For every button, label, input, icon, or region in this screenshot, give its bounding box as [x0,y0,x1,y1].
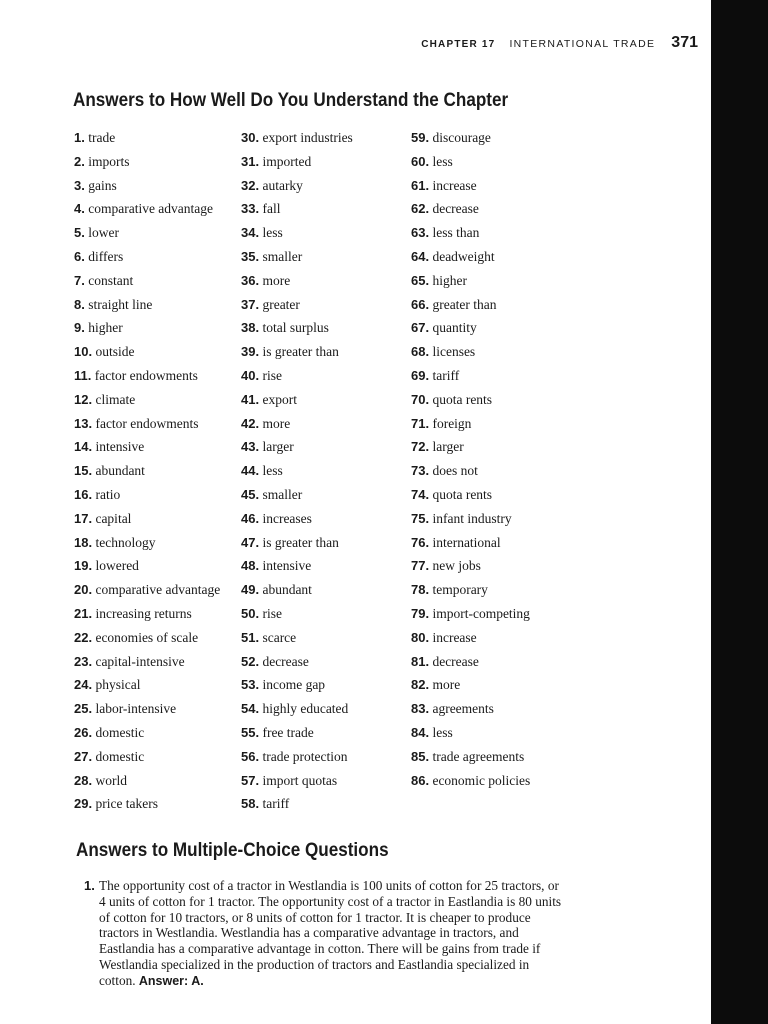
answer-number: 81. [411,653,430,669]
answer-number: 46. [241,510,260,526]
answer-text: domestic [95,748,145,764]
answer-text: climate [95,391,136,407]
answer-number: 1. [74,130,85,145]
answer-item [241,296,353,320]
answer-number: 42. [241,415,260,431]
answer-item [411,510,530,534]
answer-number: 53. [241,677,260,693]
answer-number: 5. [74,225,85,241]
answer-item [74,153,220,177]
answer-text: intensive [95,439,145,455]
answers-column-2 [241,129,353,819]
answer-number: 66. [411,296,430,312]
answer-number: 40. [241,367,260,383]
answer-text: is greater than [262,344,339,360]
answer-text: increase [432,629,477,645]
answer-text: less [262,463,283,479]
answer-number: 18. [74,534,93,550]
answer-text: rise [262,367,282,383]
answer-item [74,177,220,201]
answer-text: does not [432,463,478,479]
answer-number: 10. [74,344,93,360]
answer-text: larger [432,439,464,455]
answer-item [411,343,530,367]
answer-item [74,224,220,248]
answer-text: gains [88,177,117,193]
answer-number: 2. [74,153,85,169]
answer-text: imports [88,153,130,169]
answer-number: 67. [411,320,430,336]
answer-item [74,319,220,343]
answer-text: deadweight [432,248,495,264]
answer-number: 62. [411,201,430,217]
answer-number: 51. [241,629,260,645]
answer-item [241,724,353,748]
answer-number: 13. [74,415,93,431]
answer-text: capital-intensive [95,653,185,669]
answer-item [411,224,530,248]
answer-text: greater than [432,296,497,312]
answer-number: 39. [241,344,260,360]
answer-item [411,296,530,320]
answer-item [411,534,530,558]
answer-item [241,534,353,558]
answer-item [241,248,353,272]
answer-number: 82. [411,677,430,693]
answer-text: capital [95,510,132,526]
answer-text: economic policies [432,772,531,788]
answer-number: 43. [241,439,260,455]
answer-number: 31. [241,153,260,169]
answer-text: tariff [432,367,460,383]
answer-number: 7. [74,272,85,288]
answer-number: 8. [74,296,85,312]
answer-item [411,272,530,296]
answer-text: straight line [88,296,153,312]
answer-number: 70. [411,391,430,407]
answer-number: 56. [241,748,260,764]
answer-item [241,653,353,677]
answer-text: lower [88,225,119,241]
answer-text: more [262,272,291,288]
answer-text: more [432,677,461,693]
answer-item [411,319,530,343]
running-header [421,34,698,52]
answer-text: less than [432,225,480,241]
answer-text: factor endowments [94,367,198,383]
answer-number: 3. [74,177,85,193]
answer-number: 45. [241,486,260,502]
answer-text: foreign [432,415,472,431]
answer-text: higher [432,272,467,288]
answer-number: 71. [411,415,430,431]
answer-number: 48. [241,558,260,574]
chapter-title: INTERNATIONAL TRADE [509,38,656,50]
answer-number: 83. [411,701,430,717]
answer-text: increases [262,510,312,526]
answer-number: 23. [74,653,93,669]
answer-item [241,629,353,653]
answer-text: quantity [432,320,477,336]
answer-item [411,177,530,201]
answer-number: 75. [411,510,430,526]
answer-number: 4. [74,201,85,217]
answer-item [74,557,220,581]
mc-answer-label: Answer: A. [138,973,204,988]
answer-item [74,629,220,653]
answer-number: 61. [411,177,430,193]
answer-number: 28. [74,772,93,788]
answer-item [74,391,220,415]
mc-answer-item [84,878,562,990]
answer-item [74,296,220,320]
answer-text: world [95,772,127,788]
answer-item [411,248,530,272]
answer-text: trade protection [262,748,348,764]
answer-text: imported [262,153,312,169]
answer-text: export industries [262,130,353,145]
answer-item [411,629,530,653]
answer-number: 54. [241,701,260,717]
answer-item [74,605,220,629]
answer-item [241,772,353,796]
answer-number: 60. [411,153,430,169]
answer-item [411,486,530,510]
answer-text: differs [88,248,124,264]
answer-text: income gap [262,677,326,693]
answer-number: 15. [74,463,93,479]
answer-item [241,486,353,510]
answer-text: scarce [262,629,297,645]
answer-item [74,272,220,296]
page-number: 371 [671,34,698,51]
answer-number: 19. [74,558,93,574]
chapter-label: CHAPTER 17 [421,39,496,50]
answer-item [411,581,530,605]
answer-number: 9. [74,320,85,336]
answer-text: agreements [432,701,494,717]
answer-item [241,748,353,772]
answer-item [241,415,353,439]
answer-item [74,795,220,819]
answer-text: higher [88,320,123,336]
answer-number: 38. [241,320,260,336]
answer-text: technology [95,534,156,550]
answer-item [411,367,530,391]
answer-text: licenses [432,344,476,360]
answer-item [411,676,530,700]
section-title-chapter-answers: Answers to How Well Do You Understand the Chapter [73,90,509,111]
answer-text: free trade [262,724,314,740]
section-title-multiple-choice: Answers to Multiple-Choice Questions [76,840,389,861]
answer-number: 78. [411,582,430,598]
answer-item [74,724,220,748]
answer-number: 22. [74,629,93,645]
answer-text: constant [88,272,134,288]
answer-item [411,724,530,748]
answer-text: fall [262,201,281,217]
answer-item [241,272,353,296]
answer-text: outside [95,344,135,360]
answer-number: 17. [74,510,93,526]
answer-text: total surplus [262,320,329,336]
answer-number: 73. [411,463,430,479]
answer-text: less [432,153,453,169]
answer-item [74,248,220,272]
answer-item [411,772,530,796]
answer-item [74,534,220,558]
answer-item [241,462,353,486]
answer-text: import quotas [262,772,338,788]
answer-number: 63. [411,225,430,241]
answer-number: 85. [411,748,430,764]
answers-column-1 [74,129,220,819]
answer-item [241,200,353,224]
answer-number: 29. [74,796,93,812]
answer-item [241,557,353,581]
answer-item [411,557,530,581]
answer-item [411,391,530,415]
answer-text: domestic [95,724,145,740]
answer-item [74,581,220,605]
answer-item [241,129,353,153]
answer-item [74,772,220,796]
answer-text: larger [262,439,294,455]
answer-text: physical [95,677,141,693]
answer-text: import-competing [432,605,530,621]
answer-number: 30. [241,130,260,145]
answer-item [411,605,530,629]
answer-text: decrease [262,653,309,669]
answer-item [411,653,530,677]
answer-item [241,224,353,248]
answer-text: economies of scale [95,629,199,645]
answer-item [74,653,220,677]
answer-number: 24. [74,677,93,693]
answer-number: 47. [241,534,260,550]
answer-text: smaller [262,486,303,502]
answer-number: 50. [241,605,260,621]
answer-text: trade [88,130,116,145]
answer-item [74,367,220,391]
answer-number: 68. [411,344,430,360]
answer-text: comparative advantage [88,201,214,217]
answer-item [411,700,530,724]
answer-item [411,415,530,439]
answer-number: 11. [74,367,92,383]
answer-number: 25. [74,701,93,717]
answer-text: infant industry [432,510,512,526]
answer-number: 37. [241,296,260,312]
answer-number: 21. [74,605,93,621]
answer-item [411,200,530,224]
answer-number: 86. [411,772,430,788]
answer-number: 58. [241,796,260,812]
answer-number: 76. [411,534,430,550]
answer-text: international [432,534,501,550]
answer-number: 26. [74,724,93,740]
mc-answer-text: The opportunity cost of a tractor in Westlandia is 100 units of cotton for 25 tractors, or 4 units of cotton for 1 tractor. The opportunity cost of a tractor in Eastlandia is 80 units of cotton for 10 tractors, or 8 units of cotton for 1 tractor. It is cheaper to produce tractors in Westlandia. Westlandia has a comparative advantage in tractors, and Eastlandia has a comparative advantage in cotton. There will be gains from trade if Westlandia specialized in the production of tractors and Eastlandia specialized in cotton. [99,878,562,988]
answer-number: 77. [411,558,430,574]
answer-number: 49. [241,582,260,598]
answer-text: decrease [432,653,479,669]
answer-number: 80. [411,629,430,645]
answer-item [411,129,530,153]
answer-text: quota rents [432,391,493,407]
answer-item [74,486,220,510]
answer-number: 64. [411,248,430,264]
answer-number: 55. [241,724,260,740]
answer-text: price takers [95,796,159,812]
page-edge-shadow [711,0,768,1024]
answer-number: 35. [241,248,260,264]
answer-number: 59. [411,130,430,145]
answer-text: factor endowments [95,415,199,431]
answer-item [241,605,353,629]
answer-item [241,510,353,534]
answer-text: quota rents [432,486,493,502]
answers-column-3 [411,129,530,795]
answer-text: abundant [95,463,145,479]
answer-text: more [262,415,291,431]
answer-text: highly educated [262,701,349,717]
answer-item [411,438,530,462]
mc-answer-number: 1. [84,878,95,893]
answer-item [241,581,353,605]
answer-number: 57. [241,772,260,788]
answer-text: comparative advantage [95,582,221,598]
answer-number: 34. [241,225,260,241]
answer-text: intensive [262,558,312,574]
answer-item [74,676,220,700]
mc-answer-paragraph [84,878,562,990]
answer-number: 69. [411,367,430,383]
answer-text: increasing returns [95,605,192,621]
answer-text: trade agreements [432,748,525,764]
answer-item [241,391,353,415]
answer-number: 20. [74,582,93,598]
answer-text: greater [262,296,300,312]
answer-text: labor-intensive [95,701,177,717]
answer-item [241,153,353,177]
answer-text: increase [432,177,477,193]
answer-item [74,415,220,439]
answer-text: lowered [95,558,139,574]
answer-item [74,200,220,224]
answer-text: export [262,391,297,407]
answer-item [241,438,353,462]
answer-item [241,343,353,367]
answer-item [241,177,353,201]
answer-number: 36. [241,272,260,288]
answer-item [411,153,530,177]
answer-text: tariff [262,796,290,812]
answer-number: 6. [74,248,85,264]
answer-text: less [432,724,453,740]
answer-number: 84. [411,724,430,740]
answer-item [74,129,220,153]
answer-item [241,700,353,724]
answer-number: 65. [411,272,430,288]
answer-text: autarky [262,177,303,193]
answer-item [74,462,220,486]
answer-number: 16. [74,486,93,502]
answer-number: 72. [411,439,430,455]
answer-text: abundant [262,582,312,598]
answer-item [74,438,220,462]
answer-text: smaller [262,248,303,264]
answer-item [74,700,220,724]
answer-item [241,367,353,391]
answer-number: 44. [241,463,260,479]
answer-item [241,319,353,343]
answer-number: 14. [74,439,93,455]
answer-number: 74. [411,486,430,502]
answer-number: 79. [411,605,430,621]
answer-item [241,795,353,819]
answer-number: 33. [241,201,260,217]
answer-text: less [262,225,283,241]
answer-item [241,676,353,700]
answer-text: rise [262,605,282,621]
answer-item [74,343,220,367]
answer-number: 32. [241,177,260,193]
answer-text: ratio [95,486,121,502]
answer-item [74,748,220,772]
answer-item [74,510,220,534]
answer-item [411,462,530,486]
answer-item [411,748,530,772]
answer-text: discourage [432,130,491,145]
answer-number: 52. [241,653,260,669]
answer-text: decrease [432,201,479,217]
answer-text: temporary [432,582,488,598]
answer-number: 12. [74,391,93,407]
answer-text: is greater than [262,534,339,550]
answer-text: new jobs [432,558,481,574]
answer-number: 27. [74,748,93,764]
answer-number: 41. [241,391,260,407]
